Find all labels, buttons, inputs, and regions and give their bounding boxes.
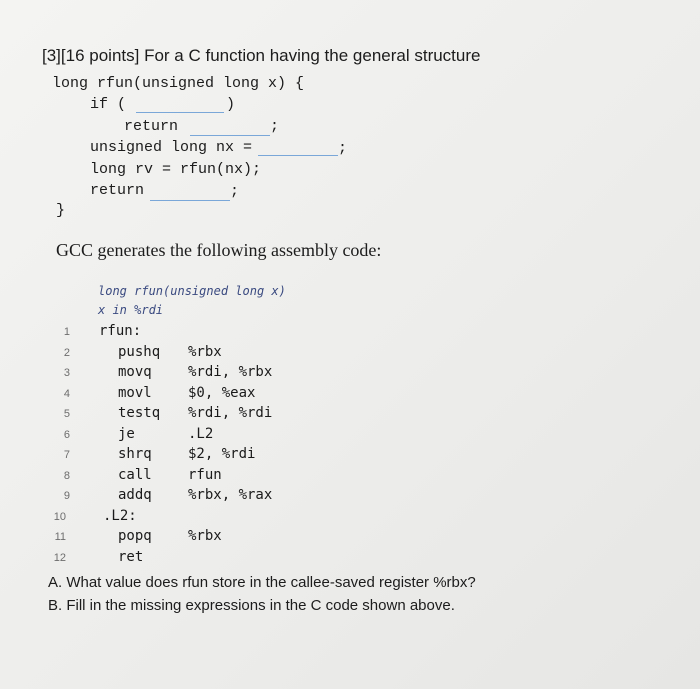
c-if-keyword: if ( bbox=[90, 96, 127, 113]
return2-blank bbox=[150, 200, 230, 201]
problem-heading: [3][16 points] For a C function having the general structure bbox=[42, 46, 481, 65]
asm-line-number: 4 bbox=[63, 387, 70, 400]
asm-opcode: movl bbox=[118, 384, 152, 401]
asm-line-number: 10 bbox=[53, 510, 66, 523]
asm-operands: $0, %eax bbox=[188, 384, 256, 401]
asm-operands: .L2 bbox=[188, 425, 214, 442]
asm-label: rfun: bbox=[99, 323, 142, 339]
asm-line-number: 3 bbox=[63, 367, 70, 379]
asm-operands: %rbx, %rax bbox=[188, 487, 273, 503]
c-rv-line: long rv = rfun(nx); bbox=[90, 161, 262, 178]
asm-operands: rfun bbox=[188, 466, 222, 483]
asm-opcode: pushq bbox=[118, 343, 161, 360]
asm-operands: %rbx bbox=[188, 343, 222, 360]
c-semicolon-1: ; bbox=[270, 118, 280, 135]
asm-line-number: 12 bbox=[53, 551, 66, 564]
asm-operands: %rbx bbox=[188, 528, 222, 544]
return1-blank bbox=[190, 135, 270, 136]
asm-opcode: call bbox=[118, 466, 152, 483]
c-semicolon-3: ; bbox=[230, 183, 240, 200]
asm-line-number: 11 bbox=[54, 531, 66, 543]
asm-operands: $2, %rdi bbox=[188, 446, 256, 462]
asm-line-number: 5 bbox=[63, 408, 70, 420]
nx-expression-blank bbox=[258, 155, 338, 156]
c-signature: long rfun(unsigned long x) { bbox=[52, 75, 305, 92]
asm-line-number: 6 bbox=[63, 428, 70, 441]
c-close-brace: } bbox=[56, 202, 66, 219]
asm-line-number: 8 bbox=[63, 469, 70, 482]
asm-opcode: shrq bbox=[118, 446, 152, 462]
asm-opcode: je bbox=[118, 425, 135, 442]
asm-opcode: testq bbox=[118, 405, 161, 421]
asm-opcode: movq bbox=[118, 364, 152, 380]
c-semicolon-2: ; bbox=[338, 140, 348, 157]
asm-line-number: 7 bbox=[63, 449, 70, 461]
asm-header-register-note: x in %rdi bbox=[98, 303, 164, 317]
gcc-intro: GCC generates the following assembly code: bbox=[56, 240, 382, 260]
if-condition-blank bbox=[136, 112, 224, 113]
c-nx-declaration: unsigned long nx = bbox=[90, 139, 253, 156]
asm-opcode: ret bbox=[118, 548, 144, 565]
c-return-keyword-2: return bbox=[90, 182, 145, 199]
asm-operands: %rdi, %rbx bbox=[188, 364, 273, 380]
asm-line-number: 2 bbox=[63, 346, 70, 359]
asm-line-number: 9 bbox=[63, 490, 70, 502]
c-if-close-paren: ) bbox=[226, 96, 236, 113]
c-return-keyword-1: return bbox=[124, 118, 179, 135]
asm-label: .L2: bbox=[103, 507, 137, 524]
asm-opcode: addq bbox=[118, 487, 152, 503]
question-a: A. What value does rfun store in the callee-saved register %rbx? bbox=[48, 574, 476, 591]
asm-line-number: 1 bbox=[63, 326, 70, 338]
question-b: B. Fill in the missing expressions in the C code shown above. bbox=[48, 597, 455, 614]
asm-opcode: popq bbox=[118, 528, 152, 544]
asm-header-signature: long rfun(unsigned long x) bbox=[98, 284, 286, 298]
asm-operands: %rdi, %rdi bbox=[188, 405, 273, 421]
